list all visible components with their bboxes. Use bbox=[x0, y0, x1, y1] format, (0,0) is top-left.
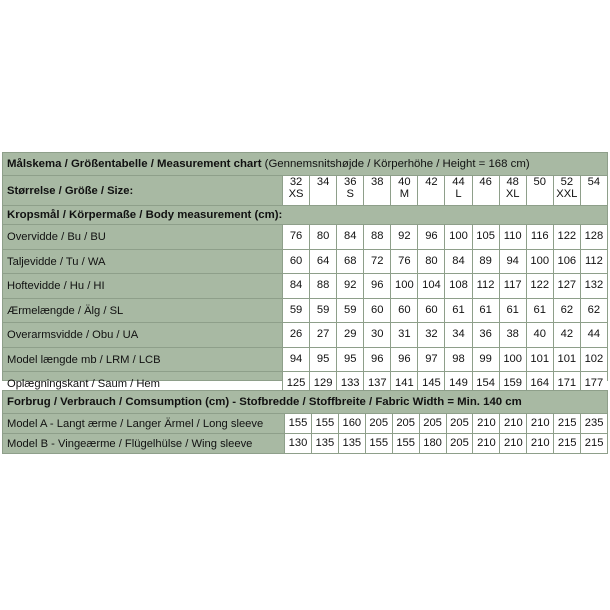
consumption-value: 130 bbox=[284, 433, 311, 453]
measurement-value: 96 bbox=[417, 224, 444, 249]
measurement-value: 104 bbox=[417, 273, 444, 298]
measurement-value: 117 bbox=[499, 273, 526, 298]
measurement-value: 101 bbox=[526, 347, 553, 372]
measurement-value: 97 bbox=[417, 347, 444, 372]
measurement-value: 76 bbox=[282, 224, 309, 249]
size-cell bbox=[499, 175, 526, 205]
measurement-value: 96 bbox=[363, 273, 390, 298]
size-letter bbox=[310, 189, 336, 201]
measurement-value: 108 bbox=[444, 273, 471, 298]
measurement-value: 36 bbox=[472, 322, 499, 347]
measurement-value: 133 bbox=[336, 371, 363, 396]
measurement-value: 29 bbox=[336, 322, 363, 347]
measurement-value: 98 bbox=[444, 347, 471, 372]
measurement-value: 95 bbox=[336, 347, 363, 372]
consumption-value: 155 bbox=[392, 433, 419, 453]
size-number: 54 bbox=[587, 176, 601, 188]
measurement-value: 100 bbox=[526, 249, 553, 274]
measurement-value: 76 bbox=[390, 249, 417, 274]
measurement-value: 84 bbox=[444, 249, 471, 274]
measurement-value: 100 bbox=[390, 273, 417, 298]
measurement-value: 92 bbox=[390, 224, 417, 249]
consumption-row bbox=[3, 433, 607, 453]
measurement-row bbox=[3, 273, 607, 298]
size-cell bbox=[282, 175, 309, 205]
measurement-value: 102 bbox=[580, 347, 607, 372]
consumption-value: 205 bbox=[419, 413, 446, 433]
measurement-value: 94 bbox=[282, 347, 309, 372]
measurement-row bbox=[3, 322, 607, 347]
measurement-value: 59 bbox=[309, 298, 336, 323]
size-number: 52 bbox=[560, 176, 574, 188]
size-cell bbox=[580, 175, 607, 205]
consumption-value: 155 bbox=[311, 413, 338, 433]
size-number: 44 bbox=[452, 176, 465, 188]
measurement-value: 112 bbox=[472, 273, 499, 298]
measurement-row bbox=[3, 249, 607, 274]
measurement-value: 112 bbox=[580, 249, 607, 274]
measurement-value: 100 bbox=[444, 224, 471, 249]
size-letter: XL bbox=[505, 187, 520, 200]
measurement-value: 95 bbox=[309, 347, 336, 372]
size-label: Størrelse / Größe / Size: bbox=[3, 175, 282, 205]
consumption-label: Model A - Langt ærme / Langer Ärmel / Long sleeve bbox=[3, 413, 284, 433]
measurement-value: 122 bbox=[553, 224, 580, 249]
size-letter: XXL bbox=[556, 187, 578, 200]
measurement-row bbox=[3, 224, 607, 249]
measurement-value: 96 bbox=[363, 347, 390, 372]
measurement-value: 30 bbox=[363, 322, 390, 347]
measurement-value: 64 bbox=[309, 249, 336, 274]
measurement-value: 27 bbox=[309, 322, 336, 347]
measurement-chart-table bbox=[2, 152, 608, 390]
size-letter: XS bbox=[288, 187, 304, 200]
size-letter bbox=[581, 189, 607, 201]
measurement-value: 42 bbox=[553, 322, 580, 347]
measurement-value: 60 bbox=[363, 298, 390, 323]
measurement-value: 88 bbox=[363, 224, 390, 249]
measurement-row bbox=[3, 298, 607, 323]
measurement-value: 116 bbox=[526, 224, 553, 249]
consumption-value: 210 bbox=[499, 433, 526, 453]
measurement-value: 149 bbox=[444, 371, 471, 396]
measurement-value: 89 bbox=[472, 249, 499, 274]
consumption-value: 205 bbox=[365, 413, 392, 433]
size-letter: M bbox=[399, 187, 410, 200]
size-letter bbox=[418, 189, 444, 201]
size-cell bbox=[472, 175, 499, 205]
consumption-value: 135 bbox=[311, 433, 338, 453]
size-number: 46 bbox=[479, 176, 492, 188]
measurement-value: 171 bbox=[553, 371, 580, 396]
measurement-value: 110 bbox=[499, 224, 526, 249]
measurement-value: 106 bbox=[553, 249, 580, 274]
size-number: 50 bbox=[533, 176, 546, 188]
title-bold: Målskema / Größentabelle / Measurement chart bbox=[7, 158, 262, 170]
measurement-value: 72 bbox=[363, 249, 390, 274]
measurement-value: 68 bbox=[336, 249, 363, 274]
size-number: 48 bbox=[506, 176, 519, 188]
measurement-value: 60 bbox=[282, 249, 309, 274]
consumption-row bbox=[3, 413, 607, 433]
measurement-value: 132 bbox=[580, 273, 607, 298]
measurement-value: 88 bbox=[309, 273, 336, 298]
measurement-value: 62 bbox=[580, 298, 607, 323]
size-cell bbox=[526, 175, 553, 205]
measurement-value: 177 bbox=[580, 371, 607, 396]
measurement-value: 128 bbox=[580, 224, 607, 249]
measurement-label: Overvidde / Bu / BU bbox=[3, 224, 282, 249]
measurement-value: 26 bbox=[282, 322, 309, 347]
size-number: 42 bbox=[425, 176, 438, 188]
size-number: 36 bbox=[343, 176, 357, 188]
size-letter: S bbox=[346, 187, 354, 200]
size-number: 32 bbox=[289, 176, 303, 188]
measurement-value: 44 bbox=[580, 322, 607, 347]
measurement-value: 154 bbox=[472, 371, 499, 396]
measurement-value: 61 bbox=[444, 298, 471, 323]
measurement-value: 60 bbox=[417, 298, 444, 323]
measurement-value: 129 bbox=[309, 371, 336, 396]
size-cell bbox=[417, 175, 444, 205]
measurement-value: 60 bbox=[390, 298, 417, 323]
measurement-value: 84 bbox=[282, 273, 309, 298]
consumption-label: Model B - Vingeærme / Flügelhülse / Wing sleeve bbox=[3, 433, 284, 453]
consumption-value: 135 bbox=[338, 433, 365, 453]
measurement-label: Taljevidde / Tu / WA bbox=[3, 249, 282, 274]
measurement-value: 92 bbox=[336, 273, 363, 298]
body-measurement-heading: Kropsmål / Körpermaße / Body measurement (cm): bbox=[3, 205, 607, 224]
consumption-value: 155 bbox=[365, 433, 392, 453]
measurement-label: Hoftevidde / Hu / HI bbox=[3, 273, 282, 298]
consumption-value: 215 bbox=[580, 433, 607, 453]
consumption-value: 155 bbox=[284, 413, 311, 433]
size-cell bbox=[309, 175, 336, 205]
consumption-value: 210 bbox=[526, 433, 553, 453]
measurement-value: 122 bbox=[526, 273, 553, 298]
measurement-value: 38 bbox=[499, 322, 526, 347]
consumption-title-text: Forbrug / Verbrauch / Comsumption (cm) - Stofbredde / Stoffbreite / Fabric Width = Min. 140 cm bbox=[7, 396, 522, 408]
title-height-note: (Gennemsnitshøjde / Körperhöhe / Height = 168 cm) bbox=[261, 158, 530, 170]
measurement-label: Ærmelængde / Älg / SL bbox=[3, 298, 282, 323]
size-number: 38 bbox=[371, 176, 384, 188]
measurement-value: 59 bbox=[336, 298, 363, 323]
measurement-label: Overarmsvidde / Obu / UA bbox=[3, 322, 282, 347]
measurement-value: 127 bbox=[553, 273, 580, 298]
consumption-value: 160 bbox=[338, 413, 365, 433]
measurement-value: 94 bbox=[499, 249, 526, 274]
measurement-value: 125 bbox=[282, 371, 309, 396]
consumption-value: 210 bbox=[472, 413, 499, 433]
size-cell bbox=[553, 175, 580, 205]
size-number: 34 bbox=[316, 176, 330, 188]
consumption-value: 215 bbox=[553, 413, 580, 433]
measurement-row bbox=[3, 347, 607, 372]
measurement-value: 61 bbox=[526, 298, 553, 323]
size-cell bbox=[390, 175, 417, 205]
measurement-value: 59 bbox=[282, 298, 309, 323]
size-letter bbox=[527, 189, 553, 201]
measurement-value: 40 bbox=[526, 322, 553, 347]
consumption-value: 205 bbox=[446, 433, 473, 453]
measurement-label: Model længde mb / LRM / LCB bbox=[3, 347, 282, 372]
consumption-value: 215 bbox=[553, 433, 580, 453]
consumption-value: 180 bbox=[419, 433, 446, 453]
consumption-table bbox=[2, 390, 608, 454]
measurement-value: 80 bbox=[417, 249, 444, 274]
measurement-value: 61 bbox=[499, 298, 526, 323]
measurement-value: 101 bbox=[553, 347, 580, 372]
measurement-value: 137 bbox=[363, 371, 390, 396]
size-header-row bbox=[3, 175, 607, 205]
size-letter bbox=[473, 189, 499, 201]
measurement-value: 105 bbox=[472, 224, 499, 249]
measurement-value: 32 bbox=[417, 322, 444, 347]
measurement-chart-title bbox=[3, 153, 607, 175]
measurement-value: 80 bbox=[309, 224, 336, 249]
size-number: 40 bbox=[398, 176, 411, 188]
measurement-value: 84 bbox=[336, 224, 363, 249]
measurement-value: 100 bbox=[499, 347, 526, 372]
consumption-value: 235 bbox=[580, 413, 607, 433]
measurement-value: 96 bbox=[390, 347, 417, 372]
measurement-value: 34 bbox=[444, 322, 471, 347]
size-cell bbox=[336, 175, 363, 205]
measurement-value: 159 bbox=[499, 371, 526, 396]
size-letter: L bbox=[455, 187, 462, 200]
size-letter bbox=[364, 189, 390, 201]
consumption-value: 205 bbox=[392, 413, 419, 433]
size-cell bbox=[444, 175, 471, 205]
measurement-value: 141 bbox=[390, 371, 417, 396]
consumption-value: 210 bbox=[526, 413, 553, 433]
measurement-value: 99 bbox=[472, 347, 499, 372]
consumption-value: 205 bbox=[446, 413, 473, 433]
measurement-value: 61 bbox=[472, 298, 499, 323]
measurement-value: 164 bbox=[526, 371, 553, 396]
size-cell bbox=[363, 175, 390, 205]
consumption-value: 210 bbox=[472, 433, 499, 453]
consumption-title bbox=[3, 391, 607, 413]
consumption-value: 210 bbox=[499, 413, 526, 433]
measurement-label: Oplægningskant / Saum / Hem bbox=[3, 371, 282, 396]
measurement-value: 62 bbox=[553, 298, 580, 323]
measurement-value: 31 bbox=[390, 322, 417, 347]
measurement-value: 145 bbox=[417, 371, 444, 396]
